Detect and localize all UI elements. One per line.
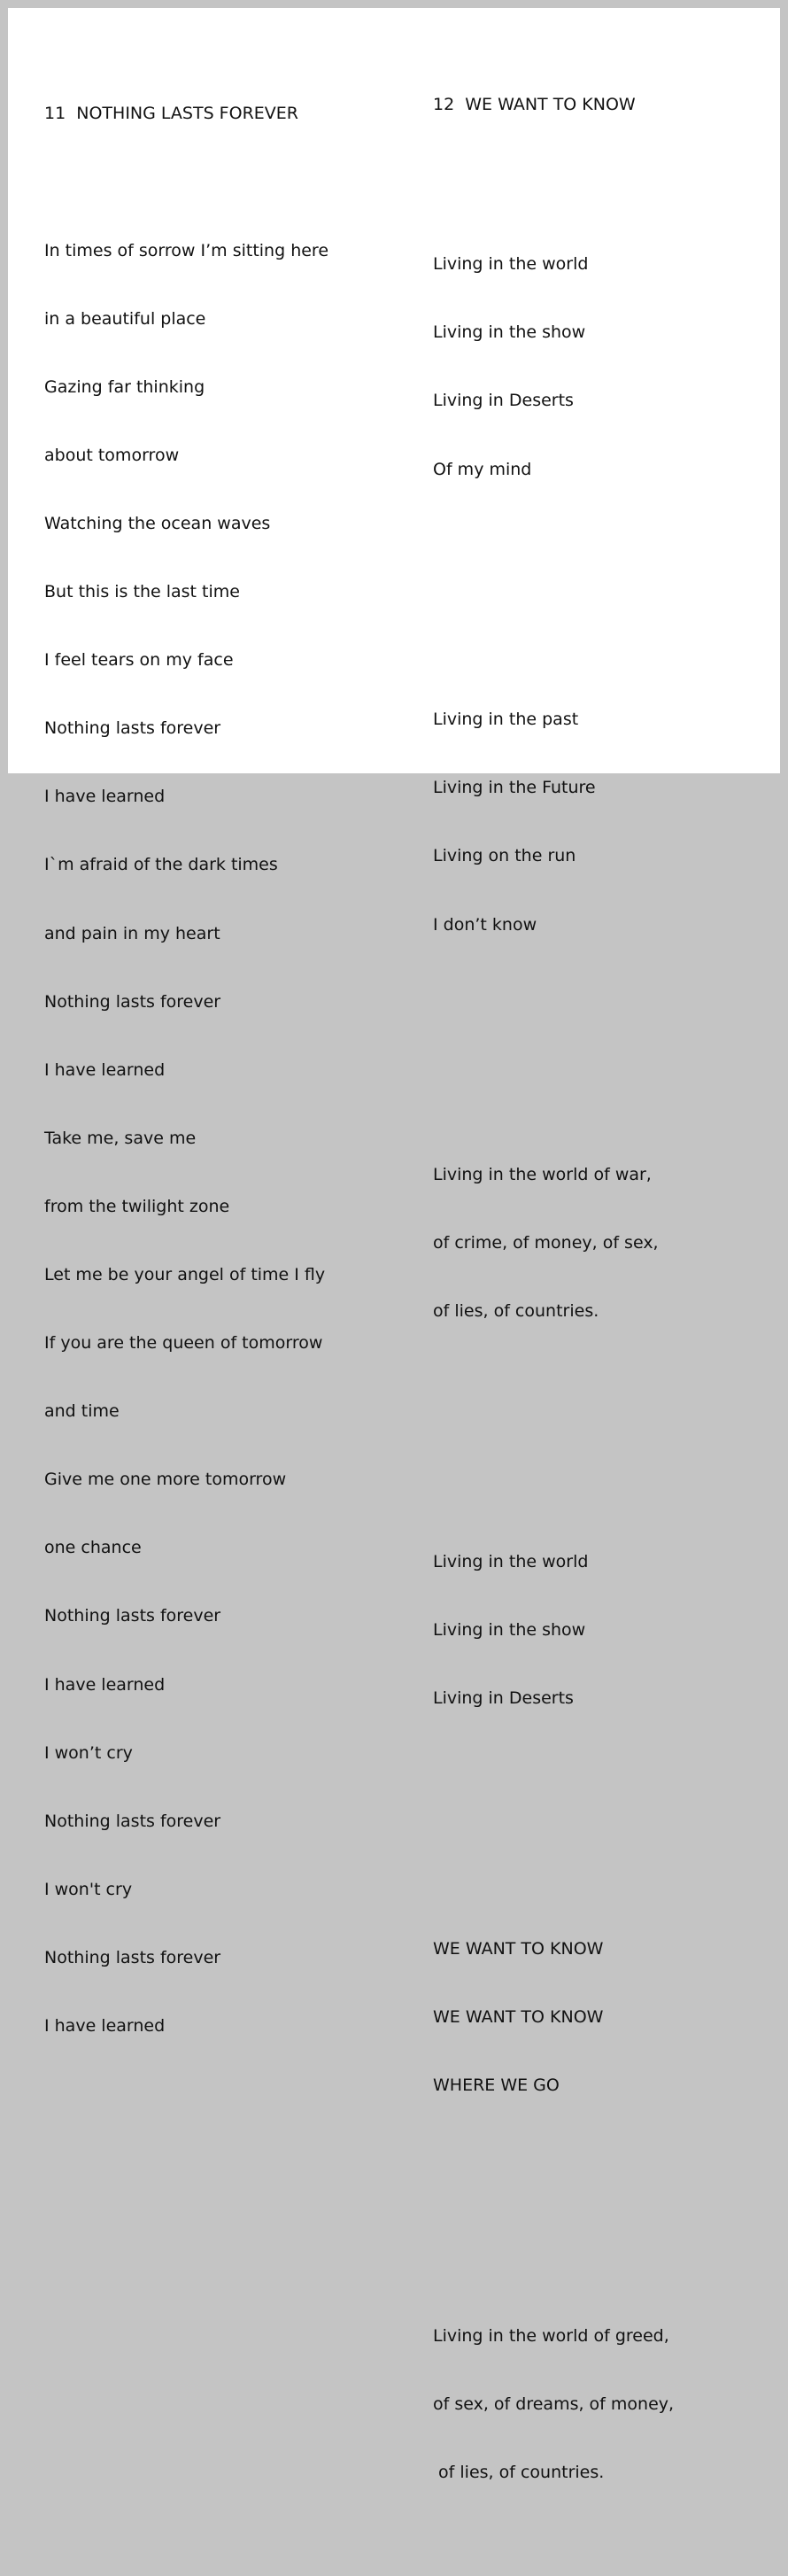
stanza (433, 1893, 674, 2144)
lyric-line: I won't cry (44, 1879, 133, 1899)
stanza (433, 2280, 674, 2531)
stanza (433, 1506, 674, 1757)
lyric-line: Nothing lasts forever (44, 718, 221, 739)
stanza-gap (433, 1028, 674, 1051)
lyric-line: in a beautiful place (44, 308, 206, 329)
lyric-line: WHERE WE GO (433, 2076, 560, 2096)
stanza-gap (433, 572, 674, 595)
lyric-line: I have learned (44, 787, 166, 807)
song-11 (44, 58, 328, 2130)
lyric-line: Living in the past (433, 710, 579, 730)
lyric-line: Living in Deserts (433, 1688, 574, 1709)
lyric-line: Let me be your angel of time I fly (44, 1265, 326, 1284)
lyric-line: Living in the world of war, (433, 1165, 652, 1185)
stanza (433, 663, 674, 982)
stanza (433, 208, 674, 527)
lyric-line: Give me one more tomorrow (44, 1470, 287, 1490)
lyric-line: In times of sorrow I’m sitting here (44, 240, 329, 260)
lyric-line: Watching the ocean waves (44, 513, 271, 533)
lyric-line: from the twilight zone (44, 1196, 230, 1216)
lyric-line: Living in Deserts (433, 391, 574, 411)
lyric-line: But this is the last time (44, 582, 240, 602)
lyric-line: one chance (44, 1538, 142, 1558)
lyric-line: I have learned (44, 1674, 166, 1695)
stanza-gap (433, 1415, 674, 1438)
stanza (433, 1119, 674, 1369)
lyric-line: Gazing far thinking (44, 376, 205, 397)
song-12-title: 12 WE WANT TO KNOW (433, 95, 636, 115)
lyric-line: Nothing lasts forever (44, 1811, 221, 1831)
lyric-line: I have learned (44, 1059, 166, 1080)
song-11-lyrics (44, 194, 328, 2083)
lyric-line: of lies, of countries. (433, 2463, 605, 2483)
lyric-line: Of my mind (433, 459, 532, 479)
lyric-line: Living in the show (433, 322, 586, 343)
stanza-gap (433, 2189, 674, 2212)
stanza-gap (433, 1802, 674, 1825)
lyric-line: WE WANT TO KNOW (433, 2007, 604, 2028)
lyric-line: of sex, of dreams, of money, (433, 2394, 675, 2415)
lyrics-page (8, 8, 780, 2483)
lyric-line: I have learned (44, 2016, 166, 2037)
lyric-line: Living in the world (433, 1552, 589, 1572)
lyric-line: If you are the queen of tomorrow (44, 1333, 323, 1354)
lyric-line: and time (44, 1401, 120, 1422)
lyric-line: I don’t know (433, 914, 537, 935)
song-11-title: 11 NOTHING LASTS FOREVER (44, 104, 298, 124)
lyric-line: about tomorrow (44, 445, 180, 465)
lyric-line: I`m afraid of the dark times (44, 855, 278, 875)
lyric-line: Living on the run (433, 846, 576, 866)
lyric-line: WE WANT TO KNOW (433, 1939, 604, 1959)
lyric-line: I won’t cry (44, 1742, 133, 1763)
lyric-line: I feel tears on my face (44, 650, 234, 671)
lyric-line: of crime, of money, of sex, (433, 1233, 659, 1253)
lyric-line: Living in the Future (433, 778, 596, 798)
lyric-line: Living in the world of greed, (433, 2325, 669, 2346)
lyric-line: Living in the world (433, 254, 589, 275)
lyric-line: Nothing lasts forever (44, 991, 221, 1012)
lyric-line: Take me, save me (44, 1128, 197, 1148)
lyric-line: Nothing lasts forever (44, 1606, 221, 1626)
lyric-line: Nothing lasts forever (44, 1947, 221, 1967)
lyric-line: and pain in my heart (44, 923, 220, 943)
lyric-line: of lies, of countries. (433, 1301, 599, 1322)
song-12 (433, 49, 674, 2576)
lyric-line: Living in the show (433, 1620, 586, 1641)
